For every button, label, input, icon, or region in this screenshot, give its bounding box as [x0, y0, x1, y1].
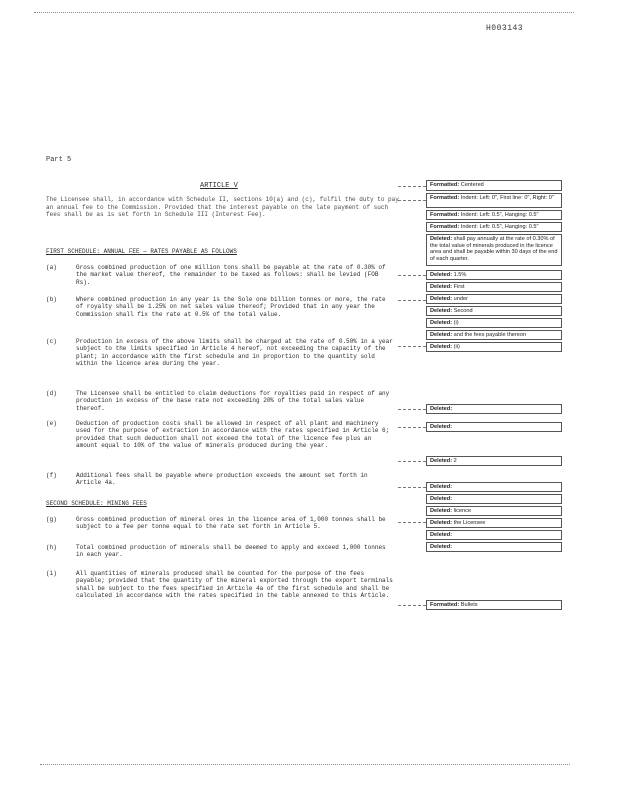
comment-label: Deleted:: [430, 284, 453, 290]
comment-text: Bullets: [460, 602, 478, 608]
comment-deleted[interactable]: [426, 422, 562, 432]
comment-label: Deleted:: [430, 406, 453, 412]
comment-label: Deleted:: [430, 236, 453, 242]
paragraph-text: Total combined production of minerals shall be deemed to apply and exceed 1,000 tonnes in each year.: [76, 544, 386, 559]
comment-text: Indent: Left: 0.5", Hanging: 0.5": [460, 224, 539, 230]
paragraph-a: [46, 264, 396, 286]
comment-text: under: [453, 296, 468, 302]
comment-formatted-indent-3[interactable]: [426, 222, 562, 232]
comment-formatted-bullets[interactable]: [426, 600, 562, 610]
paragraph-number: (h): [46, 544, 57, 551]
comment-text: shall pay annually at the rate of 0.30% of the total value of minerals produced in the licence area and shall be payable within 30 days of the end of each quarter.: [430, 236, 558, 262]
comment-deleted[interactable]: [426, 542, 562, 552]
paragraph-number: (e): [46, 420, 57, 427]
lead-text: The Licensee shall, in accordance with Schedule II, sections 10(a) and (c), fulfil the duty to pay an annual fee to the Commission. Provided that the interest payable on the late payment of such fees shall be as is set forth in Schedule III (Interest Fee).: [46, 196, 399, 219]
comment-label: Deleted:: [430, 508, 453, 514]
comment-text: the Licensee: [453, 520, 486, 526]
comment-label: Formatted:: [430, 224, 460, 230]
scan-noise-top: [34, 12, 574, 13]
comment-formatted-indent[interactable]: [426, 193, 562, 208]
comment-label: Formatted:: [430, 195, 460, 201]
comment-text: Indent: Left: 0", First line: 0", Right: 0": [460, 195, 554, 201]
paragraph-b: [46, 296, 396, 318]
paragraph-h: [46, 544, 396, 559]
comment-leader-line: [398, 427, 426, 428]
paragraph-e: [46, 420, 396, 450]
comment-label: Formatted:: [430, 212, 460, 218]
comment-leader-line: [398, 300, 426, 301]
comment-leader-line: [398, 186, 426, 187]
comment-deleted[interactable]: [426, 342, 562, 352]
comment-text: (i): [453, 320, 459, 326]
article-heading: ARTICLE V: [200, 182, 238, 190]
comment-deleted[interactable]: [426, 456, 562, 466]
paragraph-f: [46, 472, 396, 487]
comment-label: Deleted:: [430, 320, 453, 326]
paragraph-text: Deduction of production costs shall be allowed in respect of all plant and machinery used for the purpose of extraction in accordance with the rates specified in Article 6; provided that such deduction shall not exceed the total of the licence fee plus an amount equal to 10% of the value of minerals produced during the year.: [76, 420, 390, 450]
comment-label: Deleted:: [430, 458, 453, 464]
comment-text: and the fees payable thereon: [453, 332, 527, 338]
comment-label: Deleted:: [430, 520, 453, 526]
comment-leader-line: [398, 275, 426, 276]
comment-leader-line: [398, 605, 426, 606]
comment-deleted[interactable]: [426, 270, 562, 280]
comment-label: Deleted:: [430, 308, 453, 314]
comment-text: 1.5%: [453, 272, 467, 278]
comment-label: Deleted:: [430, 424, 453, 430]
comment-label: Deleted:: [430, 344, 453, 350]
comment-label: Deleted:: [430, 296, 453, 302]
comment-text: Second: [453, 308, 473, 314]
lead-paragraph: [46, 196, 406, 219]
comment-formatted-indent-2[interactable]: [426, 210, 562, 220]
comment-leader-line: [398, 346, 426, 347]
paragraph-number: (c): [46, 338, 57, 345]
paragraph-number: (b): [46, 296, 57, 303]
paragraph-number: (a): [46, 264, 57, 271]
comment-deleted-long[interactable]: [426, 234, 562, 266]
comment-deleted[interactable]: [426, 294, 562, 304]
comment-deleted[interactable]: [426, 318, 562, 328]
paragraph-text: Additional fees shall be payable where production exceeds the amount set forth in Article 4a.: [76, 472, 368, 487]
comment-text: Centered: [460, 182, 484, 188]
comment-deleted[interactable]: [426, 506, 562, 516]
comment-label: Formatted:: [430, 602, 460, 608]
comment-formatted-centered[interactable]: [426, 180, 562, 191]
comment-deleted[interactable]: [426, 530, 562, 540]
comment-leader-line: [398, 487, 426, 488]
comment-deleted[interactable]: [426, 404, 562, 414]
section-title-2: SECOND SCHEDULE: MINING FEES: [46, 500, 147, 507]
page-label: Part 5: [46, 156, 72, 164]
paragraph-d: [46, 390, 396, 412]
paragraph-number: (g): [46, 516, 57, 523]
comment-label: Deleted:: [430, 544, 453, 550]
paragraph-g: [46, 516, 396, 531]
scan-noise-bottom: [40, 764, 570, 765]
comment-text: 2: [453, 458, 457, 464]
section-title: FIRST SCHEDULE: ANNUAL FEE — RATES PAYABLE AS FOLLOWS: [46, 248, 237, 255]
paragraph-number: (d): [46, 390, 57, 397]
comment-leader-line: [398, 522, 426, 523]
paragraph-c: [46, 338, 396, 368]
comment-label: Deleted:: [430, 532, 453, 538]
comment-deleted[interactable]: [426, 494, 562, 504]
paragraph-text: The Licensee shall be entitled to claim deductions for royalties paid in respect of any production in excess of the base rate not exceeding 20% of the total sales value thereof.: [76, 390, 390, 412]
comment-label: Deleted:: [430, 496, 453, 502]
paragraph-text: All quantities of minerals produced shall be counted for the purpose of the fees payable; provided that the quantity of the mineral exported through the export terminals shall be subject to the fees specified in Article 4a of the first schedule and shall be calculated in accordance with the rates specified in the table annexed to this Article.: [76, 570, 393, 600]
comment-deleted[interactable]: [426, 282, 562, 292]
comment-deleted[interactable]: [426, 306, 562, 316]
comment-leader-line: [398, 409, 426, 410]
comment-label: Formatted:: [430, 182, 460, 188]
paragraph-text: Gross combined production of mineral ores in the licence area of 1,000 tonnes shall be subject to a fee per tonne equal to the rate set forth in Article 5.: [76, 516, 386, 531]
comment-deleted[interactable]: [426, 330, 562, 340]
paragraph-i: [46, 570, 396, 600]
paragraph-text: Production in excess of the above limits shall be charged at the rate of 0.50% in a year subject to the limits specified in Article 4 hereof, not exceeding the capacity of the plant; in accordance with the first schedule and in proportion to the quantity sold within the licence area during the year.: [76, 338, 393, 368]
comment-label: Deleted:: [430, 484, 453, 490]
document-id: H003143: [486, 24, 524, 33]
comment-text: (ii): [453, 344, 460, 350]
paragraph-number: (f): [46, 472, 57, 479]
comment-text: First: [453, 284, 465, 290]
paragraph-number: (i): [46, 570, 57, 577]
comment-leader-line: [398, 461, 426, 462]
comment-deleted[interactable]: [426, 482, 562, 492]
comment-text: Indent: Left: 0.5", Hanging: 0.5": [460, 212, 539, 218]
comment-label: Deleted:: [430, 272, 453, 278]
comment-deleted[interactable]: [426, 518, 562, 528]
comment-leader-line: [398, 200, 426, 201]
paragraph-text: Gross combined production of one million tons shall be payable at the rate of 0.30% of the market value thereof, the remainder to be taxed as follows: shall be levied (FOB Rs).: [76, 264, 386, 286]
comment-text: licence: [453, 508, 472, 514]
comment-label: Deleted:: [430, 332, 453, 338]
paragraph-text: Where combined production in any year is the Sole one billion tonnes or more, the rate of royalty shall be 1.25% on net sales value thereof; Provided that in any year the Commission shall fix the rate at 0.5% of the total value.: [76, 296, 386, 318]
